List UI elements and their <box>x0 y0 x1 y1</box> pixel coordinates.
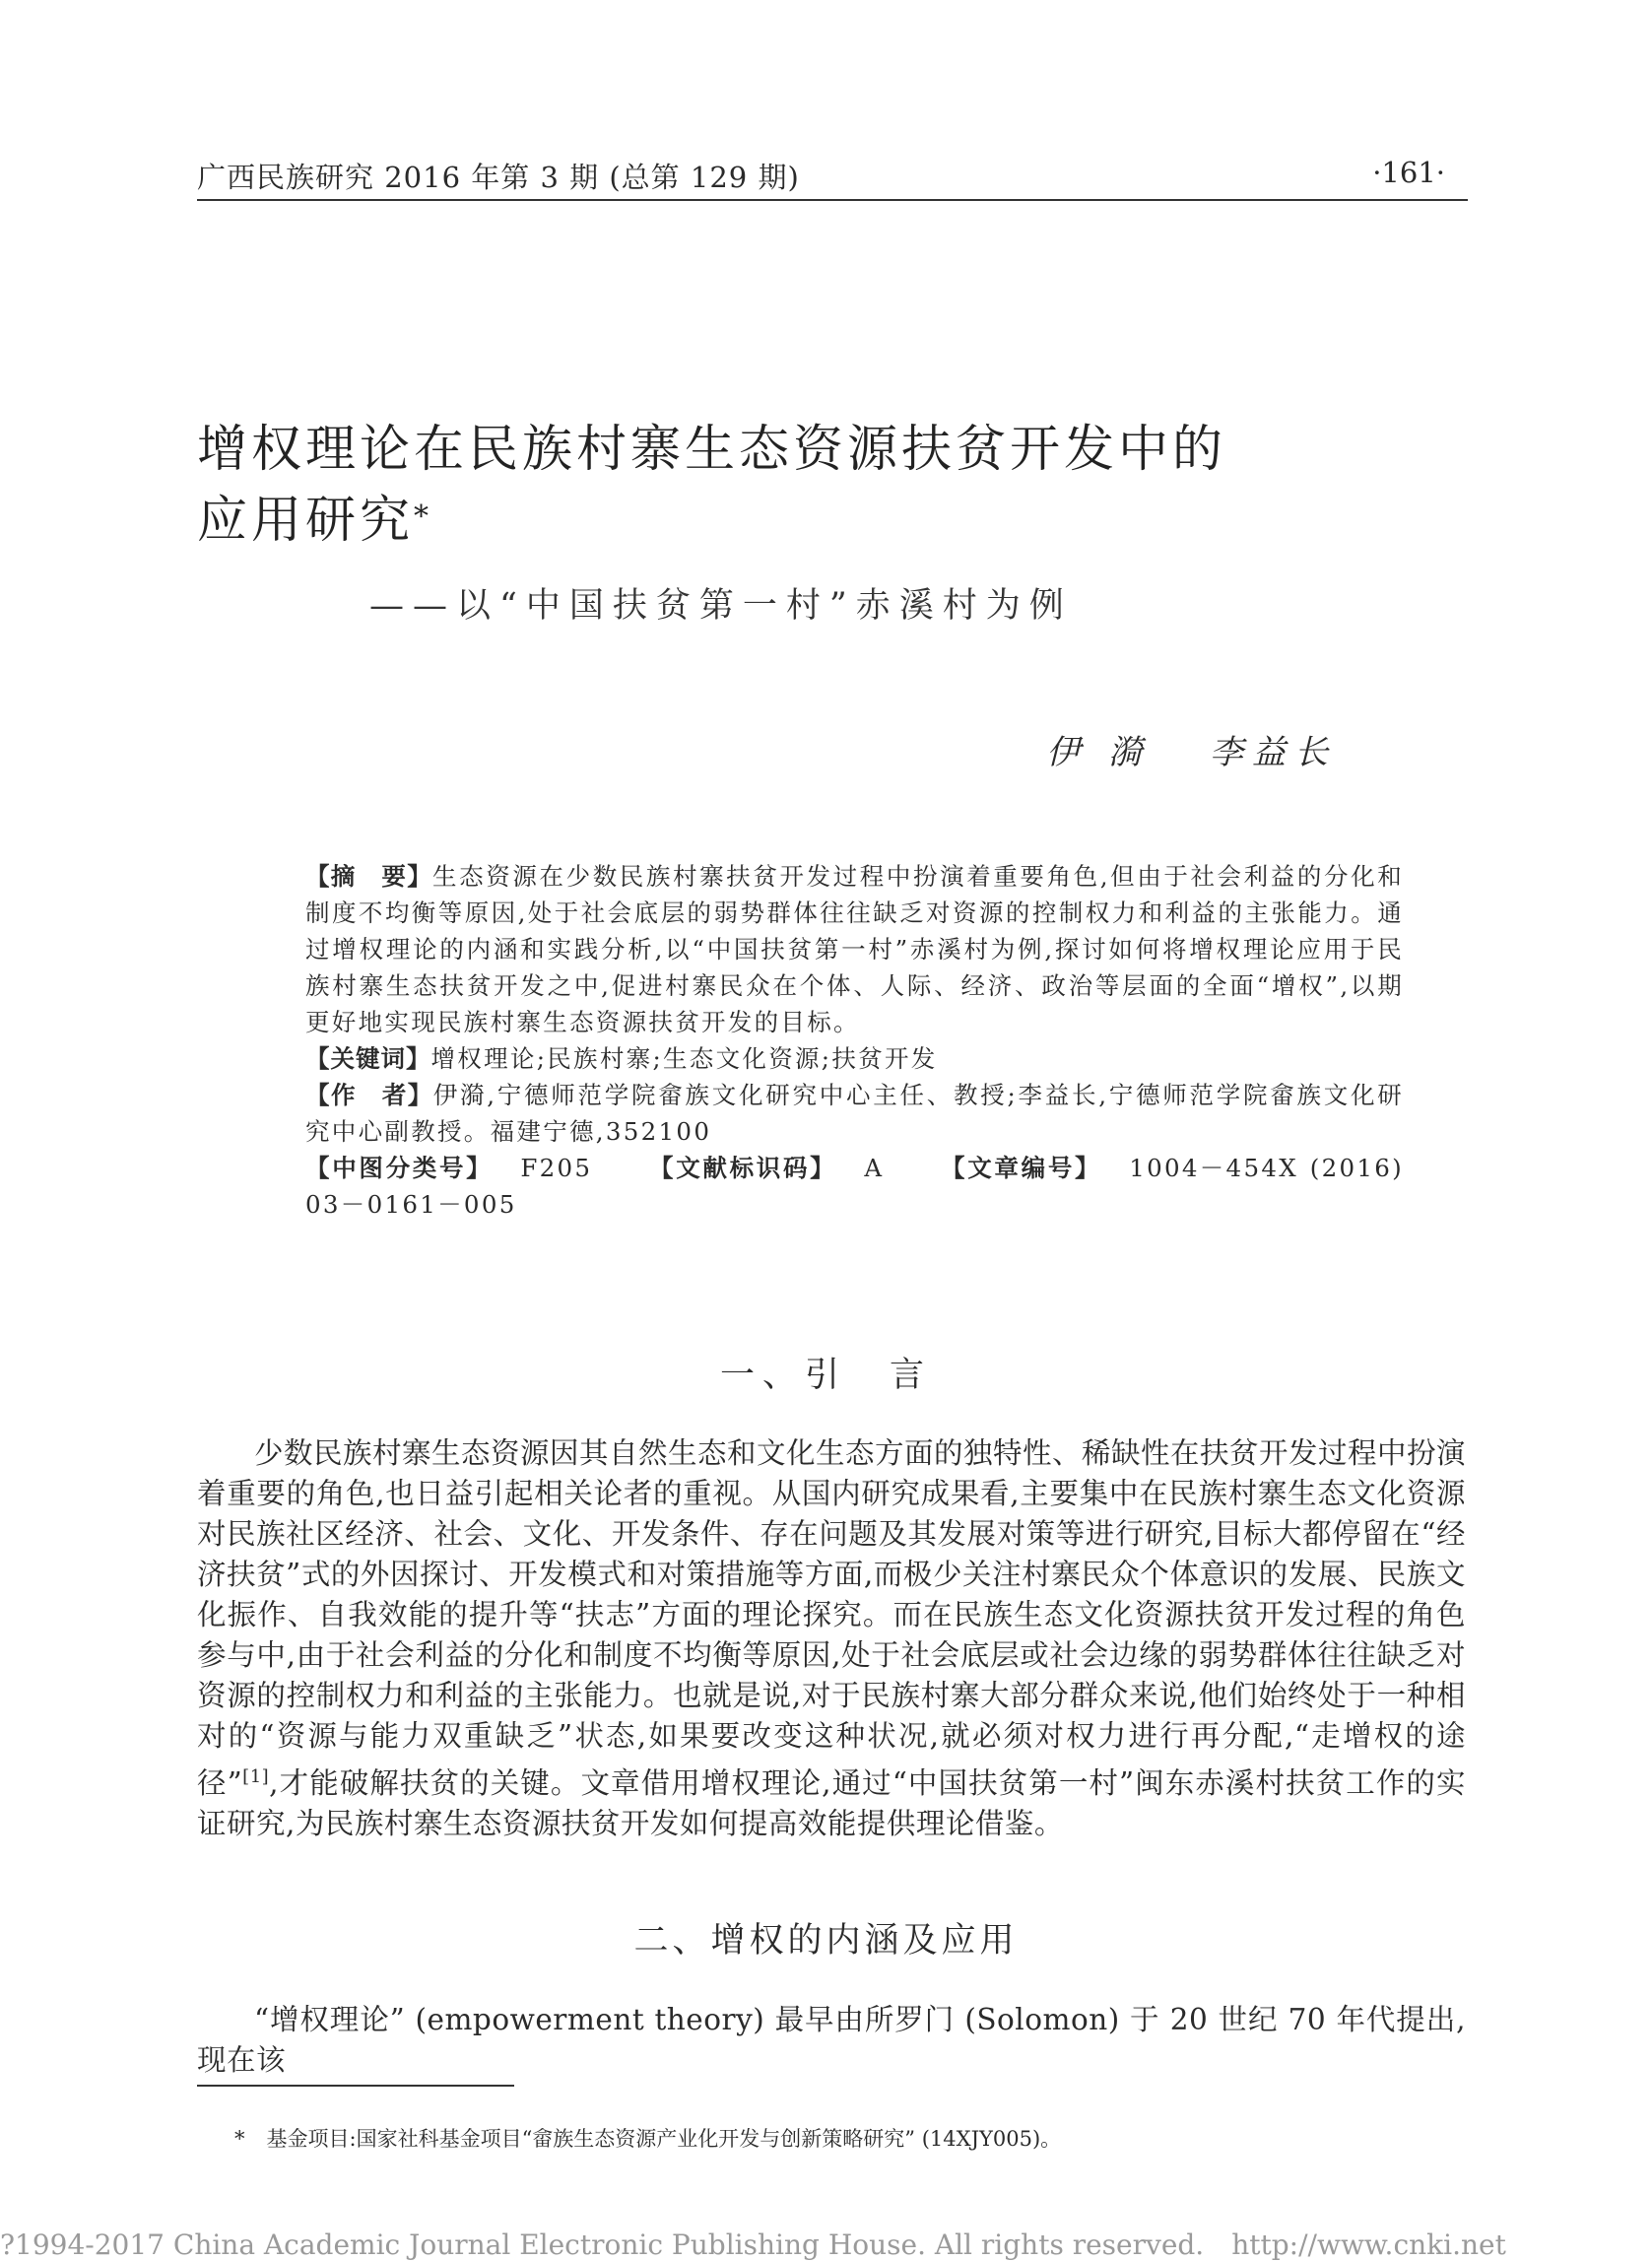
body-paragraph: “增权理论” (empowerment theory) 最早由所罗门 (Solomon) 于 20 世纪 70 年代提出,现在该 <box>197 2003 1466 2077</box>
footnote-mark: * <box>234 2127 245 2151</box>
doc-id-label: 【文献标识码】 <box>647 1154 837 1182</box>
section-heading-empowerment: 二、增权的内涵及应用 <box>633 1921 1019 1961</box>
keywords-text: 增权理论;民族村寨;生态文化资源;扶贫开发 <box>430 1044 938 1073</box>
journal-header: 广西民族研究 2016 年第 3 期 (总第 129 期) <box>197 161 800 194</box>
body-paragraph <box>197 1433 1466 1844</box>
doc-id-value: A <box>864 1154 885 1182</box>
footnote <box>234 2123 1061 2153</box>
author-list <box>1046 725 1337 773</box>
abstract-paragraph <box>305 858 1404 1040</box>
author-info-label: 【作 者】 <box>305 1081 433 1109</box>
article-no-value: 1004－454X (2016) 03－0161－005 <box>305 1154 1405 1219</box>
classification-row <box>305 1150 1404 1223</box>
document-id-code <box>647 1154 911 1182</box>
footnote-text: 基金项目:国家社科基金项目“畲族生态资源产业化开发与创新策略研究” (14XJY005)。 <box>266 2127 1062 2151</box>
paragraph-text: 少数民族村寨生态资源因其自然生态和文化生态方面的独特性、稀缺性在扶贫开发过程中扮演着重要的角色,也日益引起相关论者的重视。从国内研究成果看,主要集中在民族村寨生态文化资源对民族社区经济、社会、文化、开发条件、存在问题及其发展对策等进行研究,目标大都停留在“经济扶贫”式的外因探讨、开发模式和对策措施等方面,而极少关注村寨民众个体意识的发展、民族文化振作、自我效能的提升等“扶志”方面的理论探究。而在民族生态文化资源扶贫开发过程的角色参与中,由于社会利益的分化和制度不均衡等原因,处于社会底层或社会边缘的弱势群体往往缺乏对资源的控制权力和利益的主张能力。也就是说,对于民族村寨大部分群众来说,他们始终处于一种相对的“资源与能力双重缺乏”状态,如果要改变这种状况,就必须对权力进行再分配,“走增权的途径” <box>197 1436 1467 1800</box>
page-number: ·161· <box>1372 156 1445 189</box>
classification-code <box>305 1154 620 1182</box>
article-no-label: 【文章编号】 <box>939 1154 1102 1182</box>
header-rule <box>197 199 1468 201</box>
abstract-block <box>305 858 1404 1223</box>
copyright-watermark <box>0 2228 1506 2261</box>
keywords-label: 【关键词】 <box>305 1044 431 1073</box>
class-value: F205 <box>520 1154 593 1182</box>
author-info-text: 伊漪,宁德师范学院畲族文化研究中心主任、教授;李益长,宁德师范学院畲族文化研究中心副教授。福建宁德,352100 <box>305 1081 1404 1146</box>
article-title-line-2 <box>197 490 429 553</box>
author-info-paragraph <box>305 1077 1404 1150</box>
article-title-line-2-text: 应用研究 <box>197 492 415 550</box>
copyright-text: ?1994-2017 China Academic Journal Electronic Publishing House. All rights reserved. <box>0 2228 1205 2261</box>
keywords-paragraph <box>305 1040 1404 1077</box>
title-footnote-mark: * <box>414 499 430 534</box>
abstract-text: 生态资源在少数民族村寨扶贫开发过程中扮演着重要角色,但由于社会利益的分化和制度不均衡等原因,处于社会底层的弱势群体往往缺乏对资源的控制权力和利益的主张能力。通过增权理论的内涵和实践分析,以“中国扶贫第一村”赤溪村为例,探讨如何将增权理论应用于民族村寨生态扶贫开发之中,促进村寨民众在个体、人际、经济、政治等层面的全面“增权”,以期更好地实现民族村寨生态资源扶贫开发的目标。 <box>305 862 1405 1036</box>
citation-reference: [1] <box>242 1766 270 1787</box>
abstract-label: 【摘 要】 <box>305 862 433 891</box>
author-name: 伊 漪 <box>1046 733 1151 772</box>
article-subtitle: ——以“中国扶贫第一村”赤溪村为例 <box>369 586 1073 626</box>
author-name: 李益长 <box>1210 733 1337 772</box>
section-heading-introduction: 一、引 言 <box>719 1356 932 1395</box>
footnote-rule <box>197 2085 514 2087</box>
class-label: 【中图分类号】 <box>305 1154 494 1182</box>
cnki-url: http://www.cnki.net <box>1231 2228 1506 2261</box>
article-title-line-1: 增权理论在民族村寨生态资源扶贫开发中的 <box>197 421 1227 479</box>
paragraph-text: ,才能破解扶贫的关键。文章借用增权理论,通过“中国扶贫第一村”闽东赤溪村扶贫工作的实证研究,为民族村寨生态资源扶贫开发如何提高效能提供理论借鉴。 <box>197 1765 1466 1840</box>
